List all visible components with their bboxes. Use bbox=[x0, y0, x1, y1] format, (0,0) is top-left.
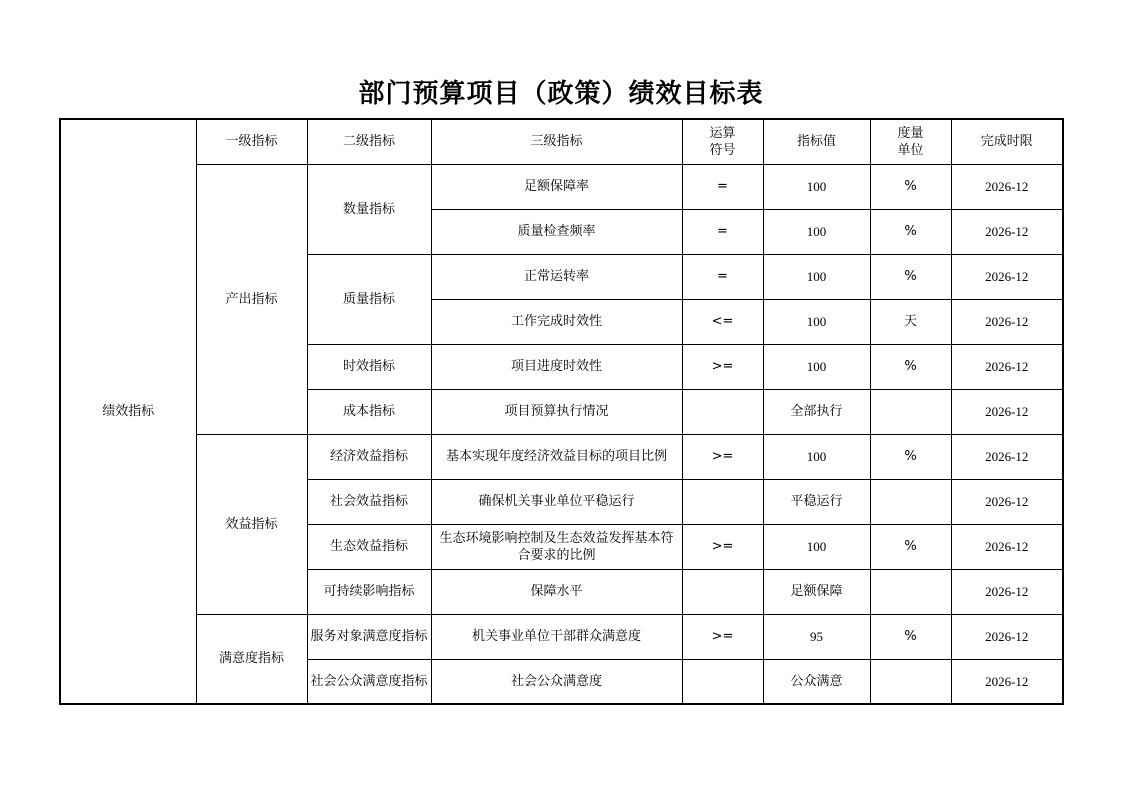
operator-cell bbox=[682, 659, 763, 704]
level3-cell: 社会公众满意度 bbox=[431, 659, 682, 704]
unit-cell: % bbox=[870, 344, 951, 389]
header-value: 指标值 bbox=[763, 119, 870, 164]
level2-cell: 经济效益指标 bbox=[307, 434, 431, 479]
operator-cell: <= bbox=[682, 299, 763, 344]
unit-cell: 天 bbox=[870, 299, 951, 344]
operator-cell bbox=[682, 479, 763, 524]
value-cell: 足额保障 bbox=[763, 569, 870, 614]
header-level1: 一级指标 bbox=[196, 119, 307, 164]
unit-cell: % bbox=[870, 614, 951, 659]
level3-cell: 项目进度时效性 bbox=[431, 344, 682, 389]
table-row bbox=[60, 164, 1063, 209]
level2-cell: 社会公众满意度指标 bbox=[307, 659, 431, 704]
category-cell: 绩效指标 bbox=[60, 119, 196, 704]
unit-cell bbox=[870, 569, 951, 614]
level1-cell: 满意度指标 bbox=[196, 614, 307, 704]
deadline-cell: 2026-12 bbox=[951, 254, 1063, 299]
deadline-cell: 2026-12 bbox=[951, 659, 1063, 704]
operator-cell: >= bbox=[682, 344, 763, 389]
unit-cell: % bbox=[870, 209, 951, 254]
deadline-cell: 2026-12 bbox=[951, 524, 1063, 569]
header-level3: 三级指标 bbox=[431, 119, 682, 164]
operator-cell: = bbox=[682, 164, 763, 209]
deadline-cell: 2026-12 bbox=[951, 569, 1063, 614]
level3-cell: 基本实现年度经济效益目标的项目比例 bbox=[431, 434, 682, 479]
value-cell: 平稳运行 bbox=[763, 479, 870, 524]
level2-cell: 成本指标 bbox=[307, 389, 431, 434]
level3-cell: 机关事业单位干部群众满意度 bbox=[431, 614, 682, 659]
header-deadline: 完成时限 bbox=[951, 119, 1063, 164]
operator-cell bbox=[682, 389, 763, 434]
unit-cell: % bbox=[870, 434, 951, 479]
level2-cell: 可持续影响指标 bbox=[307, 569, 431, 614]
level3-cell: 保障水平 bbox=[431, 569, 682, 614]
unit-cell: % bbox=[870, 524, 951, 569]
deadline-cell: 2026-12 bbox=[951, 389, 1063, 434]
level3-cell: 足额保障率 bbox=[431, 164, 682, 209]
deadline-cell: 2026-12 bbox=[951, 209, 1063, 254]
value-cell: 100 bbox=[763, 209, 870, 254]
value-cell: 100 bbox=[763, 344, 870, 389]
level1-cell: 效益指标 bbox=[196, 434, 307, 614]
unit-cell: % bbox=[870, 164, 951, 209]
deadline-cell: 2026-12 bbox=[951, 344, 1063, 389]
deadline-cell: 2026-12 bbox=[951, 164, 1063, 209]
operator-cell: = bbox=[682, 254, 763, 299]
table-row bbox=[60, 434, 1063, 479]
deadline-cell: 2026-12 bbox=[951, 434, 1063, 479]
level3-cell: 项目预算执行情况 bbox=[431, 389, 682, 434]
value-cell: 100 bbox=[763, 299, 870, 344]
level3-cell: 工作完成时效性 bbox=[431, 299, 682, 344]
header-level2: 二级指标 bbox=[307, 119, 431, 164]
page-title: 部门预算项目（政策）绩效目标表 bbox=[358, 79, 764, 109]
deadline-cell: 2026-12 bbox=[951, 479, 1063, 524]
header-row bbox=[60, 119, 1063, 164]
unit-cell bbox=[870, 389, 951, 434]
level3-cell: 确保机关事业单位平稳运行 bbox=[431, 479, 682, 524]
value-cell: 100 bbox=[763, 434, 870, 479]
unit-cell bbox=[870, 659, 951, 704]
table-row bbox=[60, 614, 1063, 659]
value-cell: 公众满意 bbox=[763, 659, 870, 704]
operator-cell bbox=[682, 569, 763, 614]
header-operator: 运算 符号 bbox=[682, 119, 763, 164]
value-cell: 100 bbox=[763, 254, 870, 299]
deadline-cell: 2026-12 bbox=[951, 614, 1063, 659]
value-cell: 全部执行 bbox=[763, 389, 870, 434]
header-unit: 度量 单位 bbox=[870, 119, 951, 164]
value-cell: 100 bbox=[763, 524, 870, 569]
level2-cell: 服务对象满意度指标 bbox=[307, 614, 431, 659]
level2-cell: 生态效益指标 bbox=[307, 524, 431, 569]
value-cell: 100 bbox=[763, 164, 870, 209]
level2-cell: 质量指标 bbox=[307, 254, 431, 344]
unit-cell: % bbox=[870, 254, 951, 299]
operator-cell: >= bbox=[682, 434, 763, 479]
level2-cell: 社会效益指标 bbox=[307, 479, 431, 524]
level3-cell: 正常运转率 bbox=[431, 254, 682, 299]
operator-cell: >= bbox=[682, 614, 763, 659]
operator-cell: = bbox=[682, 209, 763, 254]
level1-cell: 产出指标 bbox=[196, 164, 307, 434]
unit-cell bbox=[870, 479, 951, 524]
level2-cell: 时效指标 bbox=[307, 344, 431, 389]
value-cell: 95 bbox=[763, 614, 870, 659]
level3-cell: 质量检查频率 bbox=[431, 209, 682, 254]
operator-cell: >= bbox=[682, 524, 763, 569]
level3-cell: 生态环境影响控制及生态效益发挥基本符合要求的比例 bbox=[431, 524, 682, 569]
deadline-cell: 2026-12 bbox=[951, 299, 1063, 344]
level2-cell: 数量指标 bbox=[307, 164, 431, 254]
performance-target-table bbox=[59, 118, 1064, 705]
